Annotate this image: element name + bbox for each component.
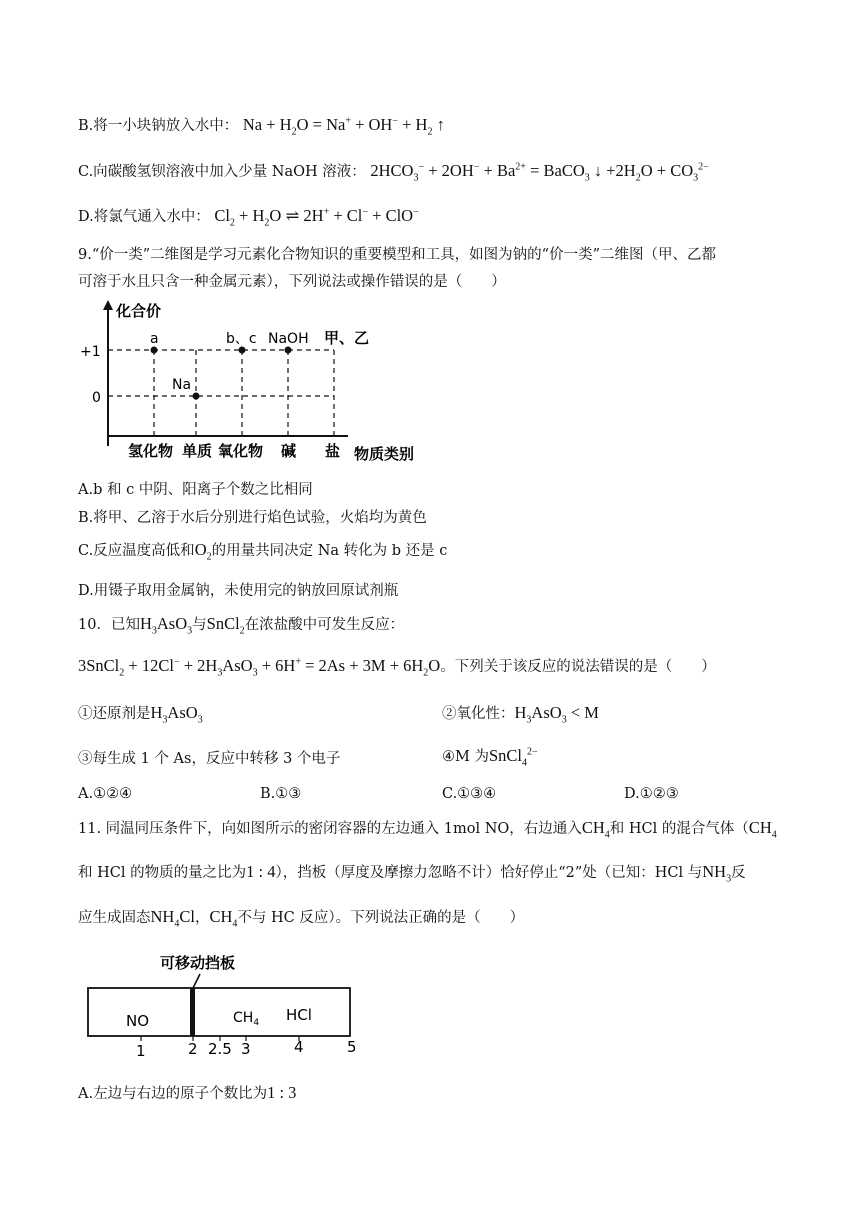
category-hydride: 氢化物 (128, 442, 174, 460)
label-a: a (150, 331, 159, 347)
scale-5: 5 (347, 1038, 357, 1056)
q10-statement-3: ③每生成 1 个 As，反应中转移 3 个电子 (78, 751, 341, 767)
q9-option-d: D.用镊子取用金属钠，未使用完的钠放回原试剂瓶 (78, 583, 399, 599)
category-oxide: 氧化物 (218, 442, 264, 460)
category-element: 单质 (182, 442, 213, 460)
o2-formula: $O_2$ (194, 540, 212, 563)
scale-4: 4 (294, 1038, 304, 1056)
point-bc (239, 347, 246, 354)
q8-option-d: D.将氯气通入水中： $Cl_2 + H_2O$ ⇌ 2H+ + Cl− + ClO− (78, 206, 419, 229)
q10-equation: 3SnCl$_2$ + $12Cl^- + 2H_3AsO_3 + 6H^+ = 2As + 3M + 6H_2O$。下列关于该反应的说法错误的是（ ） (78, 656, 716, 679)
sealed-container-diagram (78, 948, 378, 1066)
right-gas-ch4: $CH_4$ (233, 1010, 260, 1028)
q8-b-equation: $Na + H_2O = Na^+ + OH^- + H_2$ ↑ (242, 115, 445, 138)
category-base: 碱 (281, 442, 297, 460)
q10-stem: 10．已知$H_3AsO_3$与SnCl$_2$在浓盐酸中可发生反应： (78, 614, 405, 637)
label-jia-yi: 甲、乙 (324, 329, 370, 347)
q10-statement-1: ①还原剂是$H_3AsO_3$ (78, 703, 203, 726)
q8-c-equation: $2HCO_3^- + 2OH^- + Ba^{2+}$ = BaCO$_3$ ↓ $+2H_2O + CO_3^{2-}$ (370, 161, 709, 184)
label-na: Na (172, 377, 192, 393)
scale-3: 3 (241, 1040, 251, 1058)
q10-statement-4: ④M 为SnCl$_4^{2-}$ (442, 746, 538, 769)
scale-2-5: 2.5 (208, 1040, 232, 1058)
q9-option-a: A.b 和 c 中阴、阳离子个数之比相同 (78, 482, 313, 498)
scale-1: 1 (136, 1042, 146, 1060)
right-gas-hcl: HCl (286, 1006, 312, 1024)
q10-option-d: D.①②③ (624, 786, 679, 802)
valence-class-chart (78, 296, 438, 468)
point-na (193, 393, 200, 400)
label-bc: b、c (226, 331, 257, 347)
q10-option-c: C.①③④ (442, 786, 497, 802)
q8-option-c: C.向碳酸氢钡溶液中加入少量 NaOH 溶液： $2HCO_3^- + 2OH^- + Ba^{2+}$ = BaCO$_3$ ↓ $+2H_2O + CO_3^{2-}$ (78, 161, 709, 184)
q10-option-a: A.①②④ (78, 786, 133, 802)
q9-option-c: C.反应温度高低和$O_2$的用量共同决定 Na 转化为 b 还是 c (78, 540, 448, 563)
grid-lines (108, 350, 334, 436)
category-salt: 盐 (325, 442, 341, 460)
y-tick-0: 0 (92, 390, 101, 406)
x-axis-title: 物质类别 (354, 445, 415, 463)
point-a (151, 347, 158, 354)
q9-stem-line1: 9.“价一类”二维图是学习元素化合物知识的重要模型和工具，如图为钠的“价一类”二维图（甲、乙都 (78, 247, 716, 263)
q11-stem-line1: 11. 同温同压条件下，向如图所示的密闭容器的左边通入 1mol NO，右边通入$CH_4$和 HCl 的混合气体（$CH_4$ (78, 818, 777, 841)
q8-option-b: B.将一小块钠放入水中： $Na + H_2O = Na^+ + OH^- + H_2$ ↑ (78, 115, 445, 138)
movable-board (190, 988, 195, 1036)
q10-option-b: B.①③ (260, 786, 302, 802)
label-naoh: NaOH (268, 331, 309, 347)
q9-stem-line2: 可溶于水且只含一种金属元素），下列说法或操作错误的是（ ） (78, 274, 506, 290)
q11-option-a: A.左边与右边的原子个数比为1 : 3 (78, 1083, 297, 1102)
y-axis-arrow (103, 300, 113, 310)
scale-2: 2 (188, 1040, 198, 1058)
movable-board-label: 可移动挡板 (160, 954, 236, 972)
point-naoh (285, 347, 292, 354)
left-gas-no: NO (126, 1012, 150, 1030)
y-axis-title: 化合价 (116, 302, 162, 320)
q11-stem-line2: 和 HCl 的物质的量之比为1 : 4），挡板（厚度及摩擦力忽略不计）恰好停止“2”处（已知：HCl 与$NH_3$反 (78, 862, 746, 885)
q9-option-b: B.将甲、乙溶于水后分别进行焰色试验，火焰均为黄色 (78, 510, 427, 526)
q10-statement-2: ②氧化性：$H_3AsO_3 < M$ (442, 703, 599, 726)
q8-d-equation: $Cl_2 + H_2O$ ⇌ 2H+ + Cl− + ClO− (214, 206, 419, 229)
q11-stem-line3: 应生成固态$NH_4Cl$，$CH_4$不与 HC 反应）。下列说法正确的是（ ） (78, 907, 525, 930)
y-tick-plus1: +1 (80, 344, 101, 360)
